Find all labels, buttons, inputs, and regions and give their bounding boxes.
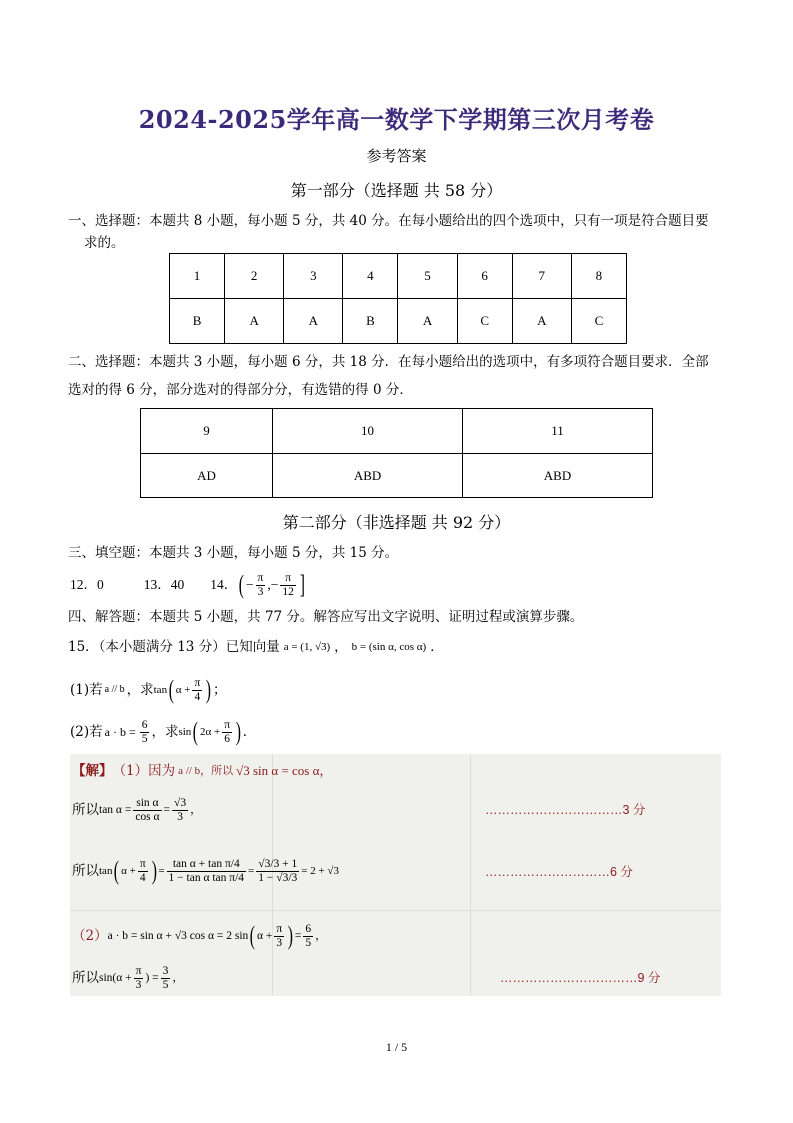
q15-part2: (2)若 a · b = $\frac{6}{5}$ ，求 sin ( 2α + $\frac{\pi}{6}$ ) ． xyxy=(70,717,257,746)
section2-instructions xyxy=(68,348,738,404)
fill-in-answers xyxy=(70,568,307,602)
vector-a: a = (1, √3) xyxy=(283,641,331,653)
section3-instructions: 三、填空题：本题共 3 小题，每小题 5 分，共 15 分。 xyxy=(68,545,399,561)
solution-line-2: 所以 tan α = $\frac{\text{sin α}}{\text{cos α}}$ = $\frac{√3}{3}$ ， xyxy=(72,796,202,823)
solution-part2-line: （2） a · b = sin α + √3 cos α = 2 sin ( α + $\frac{\pi}{3}$ ) = $\frac{6}{5}$ ， xyxy=(72,921,327,950)
section1-line2: 求的。 xyxy=(84,235,125,251)
table1-cell: 2 xyxy=(225,254,284,299)
table1-cell: A xyxy=(512,299,571,344)
answer-14-interval: ( − $\frac{\pi}{3}$ , − $\frac{\pi}{12}$ ] xyxy=(238,570,305,599)
section2-line2: 选对的得 6 分，部分选对的得部分分，有选错的得 0 分． xyxy=(68,382,413,398)
table1-answer-row xyxy=(170,299,627,344)
table2-cell: ABD xyxy=(463,454,653,498)
table1-cell: C xyxy=(457,299,512,344)
table2-cell: AD xyxy=(141,454,273,498)
table2-cell: ABD xyxy=(273,454,463,498)
answer-table-1 xyxy=(169,253,627,344)
solution-tag: 【解】 xyxy=(72,763,113,779)
page-number: 1 / 5 xyxy=(385,1040,408,1054)
table1-cell: 8 xyxy=(571,254,626,299)
table1-cell: 5 xyxy=(398,254,457,299)
section4-instructions: 四、解答题：本题共 5 小题，共 77 分。解答应写出文字说明、证明过程或演算步骤。 xyxy=(68,609,584,625)
q15-part1: (1)若 a // b ，求 tan ( α + $\frac{\pi}{4}$ ) ； xyxy=(70,675,227,704)
table1-number-row xyxy=(170,254,627,299)
section1-line1: 一、选择题：本题共 8 小题，每小题 5 分，共 40 分。在每小题给出的四个选项中，只有一项是符合题目要 xyxy=(68,213,709,229)
answer-12: 12．0 xyxy=(70,577,104,592)
table2-cell: 9 xyxy=(141,409,273,454)
table1-cell: 6 xyxy=(457,254,512,299)
q15-statement: 15．（本小题满分 13 分）已知向量 a = (1, √3) ， b = (sin α, cos α) ． xyxy=(68,636,444,658)
table1-cell: B xyxy=(343,299,398,344)
vector-b: b = (sin α, cos α) xyxy=(351,641,427,653)
part2-heading: 第二部分（非选择题 共 92 分） xyxy=(282,513,511,532)
table1-cell: C xyxy=(571,299,626,344)
table1-cell: A xyxy=(225,299,284,344)
solution-line-3: 所以 tan ( α + $\frac{\pi}{4}$ ) = $\frac{\text{tan α + tan π/4}}{\text{1 − tan α tan π/4}}$ = $\frac{√3/3 + 1}{1 - √3/3}$ = 2 + √3 xyxy=(72,856,339,885)
table1-cell: 7 xyxy=(512,254,571,299)
table1-cell: A xyxy=(284,299,343,344)
section2-line1: 二、选择题：本题共 3 小题，每小题 6 分，共 18 分．在每小题给出的选项中，有多项符合题目要求．全部 xyxy=(68,354,709,370)
table1-cell: A xyxy=(398,299,457,344)
table1-cell: 3 xyxy=(284,254,343,299)
table1-cell: B xyxy=(170,299,225,344)
table2-number-row xyxy=(141,409,653,454)
part1-heading: 第一部分（选择题 共 58 分） xyxy=(290,181,503,200)
document-subtitle: 参考答案 xyxy=(366,147,427,165)
table2-cell: 11 xyxy=(463,409,653,454)
table1-cell: 4 xyxy=(343,254,398,299)
solution-line-5: 所以 sin(α + $\frac{\pi}{3}$ ) = $\frac{3}{5}$ ， xyxy=(72,964,184,991)
solution-line-1: 【解】 （1）因为 a // b，所以 √3 sin α = cos α， xyxy=(72,760,332,782)
answer-14-label: 14． xyxy=(210,577,238,592)
table1-cell: 1 xyxy=(170,254,225,299)
section1-instructions xyxy=(68,210,738,254)
answer-table-2 xyxy=(140,408,653,498)
table2-answer-row xyxy=(141,454,653,498)
score-9: ……………………………9 分 xyxy=(500,971,661,985)
table2-cell: 10 xyxy=(273,409,463,454)
score-6: …………………………6 分 xyxy=(485,865,633,879)
document-title: 2024-2025学年高一数学下学期第三次月考卷 xyxy=(138,105,655,134)
score-3: ……………………………3 分 xyxy=(485,803,646,817)
answer-13: 13．40 xyxy=(143,577,185,592)
